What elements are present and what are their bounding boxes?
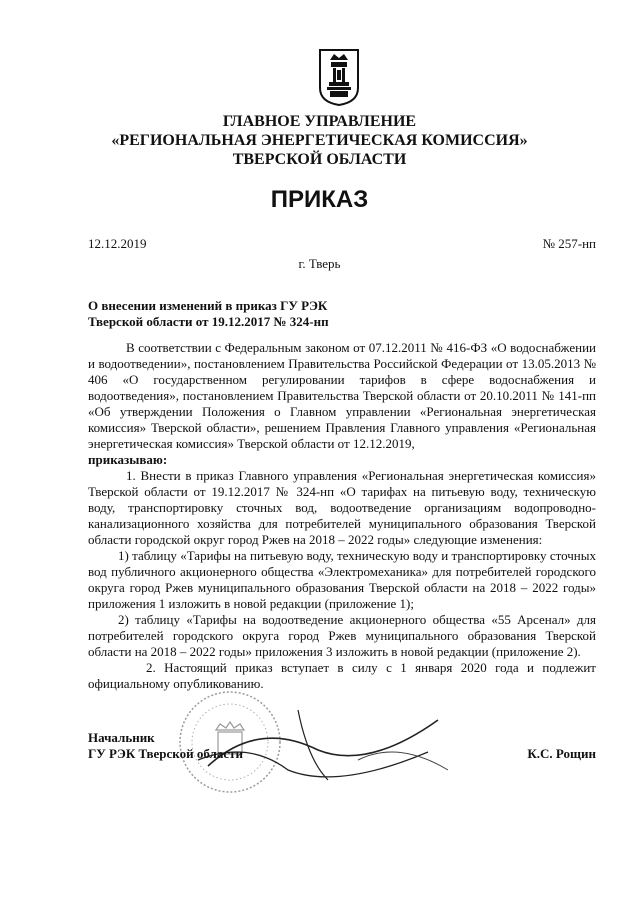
orders-word: приказываю: (88, 452, 168, 467)
authority-name-line3: ТВЕРСКОЙ ОБЛАСТИ (232, 151, 407, 168)
document-body (88, 340, 596, 692)
subitem-2-paragraph: 2) таблицу «Тарифы на водоотведение акционерного общества «55 Арсенал» для потребителей городского округа город Ржев муниципального образования Тверской области на 2018 – 2022 годы» приложения 3 изложить в новой редакции (приложение 2). (88, 612, 596, 659)
document-city: г. Тверь (298, 256, 341, 271)
document-title: ПРИКАЗ (270, 186, 369, 213)
subject-line2: Тверской области от 19.12.2017 № 324-нп (88, 314, 329, 329)
signatory-name: К.С. Рощин (527, 746, 596, 761)
signatory-position-line1: Начальник (88, 730, 155, 745)
preamble-paragraph: В соответствии с Федеральным законом от 07.12.2011 № 416-ФЗ «О водоснабжении и водоотведении», постановлением Правительства Российской Федерации от 13.05.2013 № 406 «О государственном регулировании тарифов в сфере водоснабжения и водоотведения», постановлением Правительства Тверской области от 20.10.2011 № 141-пп «Об утверждении Положения о Главном управлении «Региональная энергетическая комиссия» Тверской области», решением Правления Главного управления «Региональная энергетическая комиссия» Тверской области от 12.12.2019, (88, 340, 596, 451)
document-date: 12.12.2019 (88, 236, 147, 251)
subject-line1: О внесении изменений в приказ ГУ РЭК (88, 298, 328, 313)
signatory-position (88, 730, 243, 762)
item-2-paragraph: 2. Настоящий приказ вступает в силу с 1 января 2020 года и подлежит официальному опубликованию. (88, 660, 596, 691)
document-subject (88, 298, 329, 330)
document-number: № 257-нп (542, 236, 596, 251)
signatory-position-line2: ГУ РЭК Тверской области (88, 746, 243, 761)
subitem-1-paragraph: 1) таблицу «Тарифы на питьевую воду, техническую воду и транспортировку сточных вод публичного акционерного общества «Электромеханика» для потребителей городского округа город Ржев муниципального образования Тверской области на 2018 – 2022 годы» приложения 1 изложить в новой редакции (приложение 1); (88, 548, 596, 611)
authority-name-line2: «РЕГИОНАЛЬНАЯ ЭНЕРГЕТИЧЕСКАЯ КОМИССИЯ» (111, 132, 528, 149)
item-1-paragraph: 1. Внести в приказ Главного управления «Региональная энергетическая комиссия» Тверской области от 19.12.2017 № 324-нп «О тарифах на питьевую воду, техническую воду, транспортировку сточных вод, водоотведение организациям водопроводно-канализационного хозяйства для потребителей муниципального образования Тверской области городской округ город Ржев на 2018 – 2022 годы» следующие изменения: (88, 468, 596, 547)
authority-name-line1: ГЛАВНОЕ УПРАВЛЕНИЕ (222, 113, 417, 130)
tver-coat-of-arms-icon (318, 48, 360, 106)
